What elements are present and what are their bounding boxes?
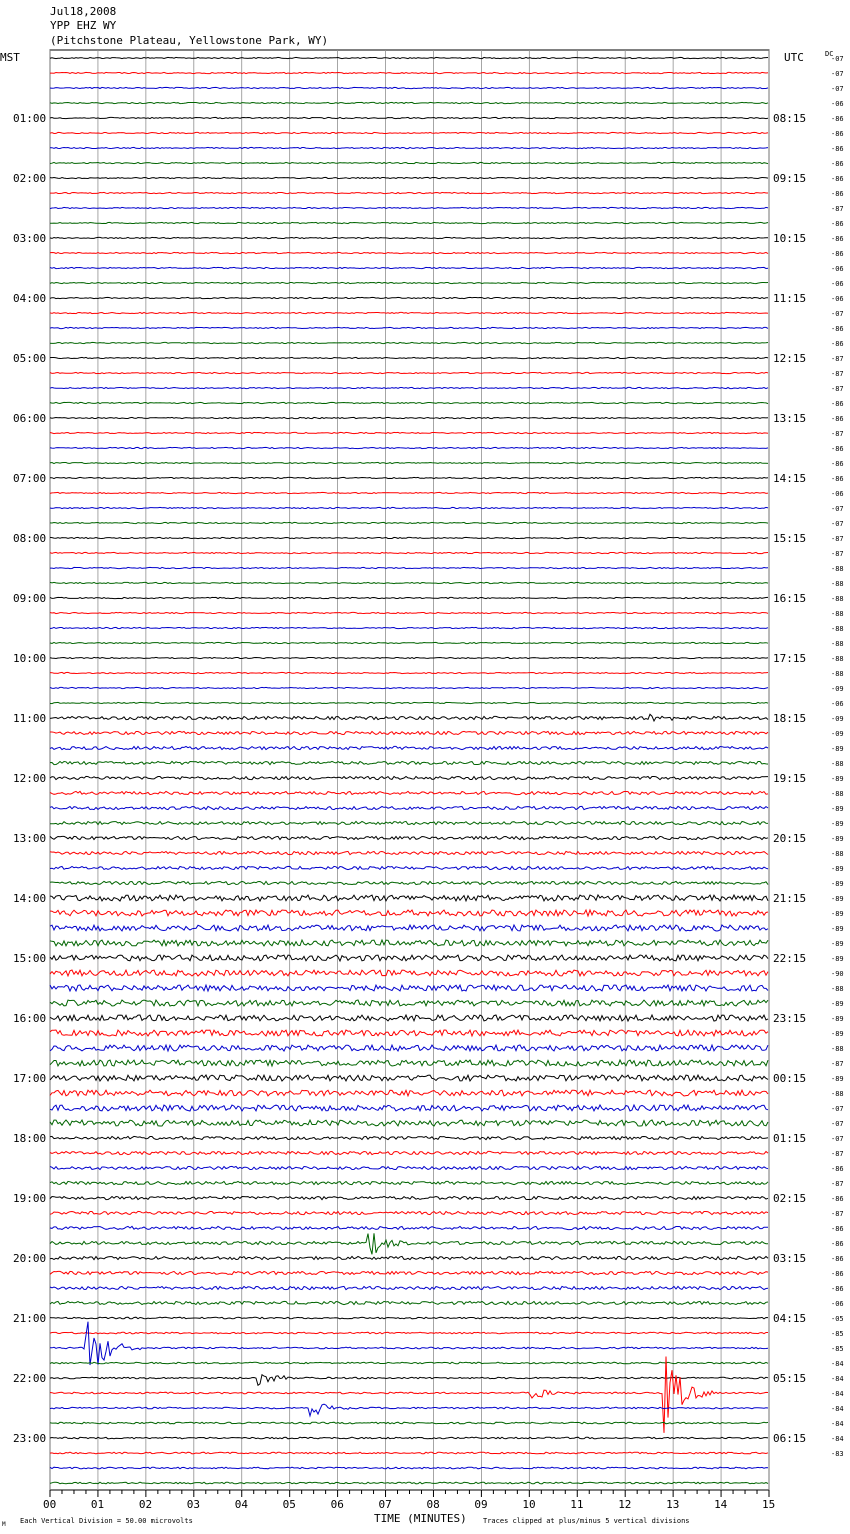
left-hour-label: 14:00 [13, 892, 47, 905]
left-hour-label: 05:00 [13, 352, 47, 365]
dc-offset-label: -89 [831, 1000, 844, 1008]
dc-offset-label: -09 [831, 730, 844, 738]
dc-offset-label: -09 [831, 685, 844, 693]
trace-green [50, 642, 768, 643]
trace-red [50, 192, 768, 193]
dc-offset-label: -86 [831, 115, 844, 123]
left-hour-label: 06:00 [13, 412, 47, 425]
dc-offset-label: -88 [831, 640, 844, 648]
trace-black [50, 1015, 768, 1021]
trace-blue [50, 387, 768, 388]
dc-offset-label: -84 [831, 1390, 844, 1398]
dc-offset-label: -84 [831, 1405, 844, 1413]
trace-black [50, 177, 768, 178]
dc-offset-label: -88 [831, 580, 844, 588]
trace-blue [50, 1286, 768, 1289]
trace-blue [50, 1322, 768, 1365]
dc-offset-label: -06 [831, 265, 844, 273]
plot-frame [50, 50, 769, 1490]
dc-offset-label: -88 [831, 1090, 844, 1098]
trace-green [50, 102, 768, 103]
trace-red [50, 1151, 768, 1154]
dc-offset-label: -84 [831, 1375, 844, 1383]
dc-offset-label: -87 [831, 535, 844, 543]
dc-offset-label: -07 [831, 1135, 844, 1143]
dc-offset-label: -89 [831, 775, 844, 783]
dc-offset-label: -88 [831, 655, 844, 663]
trace-black [50, 1375, 768, 1386]
left-hour-label: 09:00 [13, 592, 47, 605]
left-zone-label: MST [0, 51, 20, 64]
dc-offset-label: -90 [831, 970, 844, 978]
trace-blue [50, 1404, 768, 1416]
dc-offset-label: -06 [831, 700, 844, 708]
dc-offset-label: -86 [831, 220, 844, 228]
right-hour-label: 21:15 [773, 892, 807, 905]
trace-red [50, 1271, 768, 1274]
right-hour-label: 22:15 [773, 952, 807, 965]
dc-offset-label: -88 [831, 790, 844, 798]
dc-offset-label: -06 [831, 280, 844, 288]
trace-black [50, 417, 768, 418]
trace-red [50, 1452, 768, 1454]
trace-blue [50, 687, 768, 688]
trace-black [50, 117, 768, 118]
left-hour-label: 19:00 [13, 1192, 47, 1205]
trace-green [50, 522, 768, 523]
right-hour-label: 23:15 [773, 1012, 807, 1025]
dc-offset-label: -89 [831, 865, 844, 873]
left-hour-label: 01:00 [13, 112, 47, 125]
x-tick-label: 09 [474, 1498, 488, 1511]
trace-red [50, 372, 768, 373]
right-hour-label: 18:15 [773, 712, 807, 725]
dc-offset-label: -88 [831, 565, 844, 573]
trace-black [50, 895, 768, 901]
dc-offset-label: -89 [831, 910, 844, 918]
trace-black [50, 1437, 768, 1439]
trace-green [50, 940, 768, 946]
trace-blue [50, 985, 768, 991]
dc-offset-label: -86 [831, 400, 844, 408]
dc-offset-label: -89 [831, 880, 844, 888]
trace-green [50, 582, 768, 583]
dc-offset-label: -06 [831, 295, 844, 303]
trace-green [50, 881, 768, 884]
trace-red [50, 612, 768, 613]
dc-offset-label: -84 [831, 1420, 844, 1428]
trace-group [50, 57, 768, 1483]
trace-green [50, 761, 768, 764]
trace-green [50, 1000, 768, 1006]
trace-red [50, 851, 768, 854]
trace-green [50, 1482, 768, 1484]
x-tick-label: 06 [330, 1498, 344, 1511]
trace-blue [50, 866, 768, 869]
trace-blue [50, 627, 768, 628]
dc-offset-label: -86 [831, 325, 844, 333]
left-hour-label: 13:00 [13, 832, 47, 845]
left-hour-label: 16:00 [13, 1012, 47, 1025]
trace-red [50, 1090, 768, 1096]
dc-offset-label: -86 [831, 160, 844, 168]
dc-offset-label: -87 [831, 430, 844, 438]
dc-offset-label: -89 [831, 805, 844, 813]
trace-blue [50, 207, 768, 208]
right-hour-label: 15:15 [773, 532, 807, 545]
dc-offset-label: -84 [831, 1435, 844, 1443]
x-tick-label: 13 [666, 1498, 680, 1511]
dc-offset-label: -07 [831, 520, 844, 528]
right-hour-label: 00:15 [773, 1072, 807, 1085]
left-hour-label: 21:00 [13, 1312, 47, 1325]
trace-green [50, 1422, 768, 1424]
trace-blue [50, 1166, 768, 1169]
trace-green [50, 402, 768, 403]
trace-red [50, 552, 768, 553]
right-hour-label: 17:15 [773, 652, 807, 665]
trace-blue [50, 806, 768, 809]
left-hour-label: 17:00 [13, 1072, 47, 1085]
trace-black [50, 1317, 768, 1319]
label-group [0, 50, 844, 1528]
trace-black [50, 1196, 768, 1199]
dc-offset-label: -07 [831, 1120, 844, 1128]
trace-black [50, 297, 768, 298]
dc-offset-label: -88 [831, 1045, 844, 1053]
dc-offset-label: -86 [831, 460, 844, 468]
dc-offset-label: -89 [831, 955, 844, 963]
dc-offset-label: -88 [831, 670, 844, 678]
trace-blue [50, 746, 768, 749]
x-tick-label: 03 [186, 1498, 201, 1511]
dc-offset-label: -85 [831, 1330, 844, 1338]
trace-black [50, 477, 768, 478]
trace-red [50, 492, 768, 493]
trace-red [50, 1332, 768, 1334]
dc-offset-label: -87 [831, 550, 844, 558]
x-tick-label: 04 [234, 1498, 248, 1511]
dc-offset-label: -88 [831, 850, 844, 858]
dc-offset-label: -88 [831, 985, 844, 993]
dc-offset-label: -83 [831, 1450, 844, 1458]
trace-black [50, 1136, 768, 1139]
trace-black [50, 1256, 768, 1259]
right-hour-label: 12:15 [773, 352, 807, 365]
dc-offset-label: -86 [831, 1270, 844, 1278]
dc-offset-label: -87 [831, 385, 844, 393]
dc-offset-label: -86 [831, 475, 844, 483]
dc-offset-label: -89 [831, 925, 844, 933]
right-hour-label: 04:15 [773, 1312, 807, 1325]
dc-offset-label: -86 [831, 130, 844, 138]
trace-black [50, 836, 768, 839]
dc-offset-label: -89 [831, 1030, 844, 1038]
trace-blue [50, 567, 768, 568]
dc-offset-label: -86 [831, 1165, 844, 1173]
trace-green [50, 1362, 768, 1364]
left-hour-label: 11:00 [13, 712, 47, 725]
trace-black [50, 657, 768, 658]
trace-red [50, 791, 768, 794]
trace-red [50, 1357, 768, 1433]
dc-offset-label: -87 [831, 1210, 844, 1218]
trace-green [50, 1120, 768, 1126]
right-hour-label: 13:15 [773, 412, 807, 425]
right-hour-label: 09:15 [773, 172, 807, 185]
header-location: (Pitchstone Plateau, Yellowstone Park, WY) [50, 34, 329, 47]
dc-offset-label: -86 [831, 235, 844, 243]
right-hour-label: 19:15 [773, 772, 807, 785]
dc-offset-label: -05 [831, 1315, 844, 1323]
dc-label: DC [825, 50, 834, 58]
x-tick-label: 12 [618, 1498, 632, 1511]
left-hour-label: 08:00 [13, 532, 47, 545]
dc-offset-label: -07 [831, 85, 844, 93]
left-hour-label: 03:00 [13, 232, 47, 245]
x-tick-label: 05 [282, 1498, 296, 1511]
trace-green [50, 462, 768, 463]
clip-note: Traces clipped at plus/minus 5 vertical divisions [483, 1517, 690, 1525]
trace-red [50, 1211, 768, 1214]
trace-green [50, 222, 768, 223]
right-hour-label: 02:15 [773, 1192, 807, 1205]
trace-green [50, 1301, 768, 1304]
trace-red [50, 132, 768, 133]
dc-offset-label: -86 [831, 1255, 844, 1263]
dc-offset-label: -86 [831, 340, 844, 348]
dc-offset-label: -89 [831, 1075, 844, 1083]
left-hour-label: 18:00 [13, 1132, 47, 1145]
dc-offset-label: -86 [831, 1240, 844, 1248]
x-tick-label: 15 [762, 1498, 776, 1511]
scale-note: Each Vertical Division = 50.00 microvolts [20, 1517, 193, 1525]
x-tick-label: 01 [90, 1498, 105, 1511]
left-hour-label: 22:00 [13, 1372, 47, 1385]
dc-offset-label: -86 [831, 445, 844, 453]
dc-offset-label: -87 [831, 1060, 844, 1068]
dc-offset-label: -86 [831, 1225, 844, 1233]
dc-offset-label: -89 [831, 745, 844, 753]
trace-red [50, 252, 768, 253]
x-tick-label: 14 [714, 1498, 728, 1511]
trace-green [50, 1233, 768, 1254]
trace-green [50, 821, 768, 824]
trace-red [50, 970, 768, 976]
trace-black [50, 1075, 768, 1081]
dc-offset-label: -84 [831, 1360, 844, 1368]
trace-black [50, 776, 768, 779]
dc-offset-label: -07 [831, 55, 844, 63]
dc-offset-label: -06 [831, 490, 844, 498]
right-hour-label: 03:15 [773, 1252, 807, 1265]
header-date: Jul18,2008 [50, 5, 117, 18]
right-hour-label: 16:15 [773, 592, 807, 605]
trace-blue [50, 1105, 768, 1111]
dc-offset-label: -87 [831, 370, 844, 378]
trace-blue [50, 267, 768, 268]
dc-offset-label: -06 [831, 1300, 844, 1308]
trace-red [50, 910, 768, 916]
trace-black [50, 955, 768, 961]
left-hour-label: 12:00 [13, 772, 47, 785]
dc-offset-label: -07 [831, 1105, 844, 1113]
trace-blue [50, 147, 768, 148]
right-hour-label: 06:15 [773, 1432, 807, 1445]
trace-green [50, 1181, 768, 1184]
left-hour-label: 15:00 [13, 952, 47, 965]
trace-green [50, 702, 768, 703]
dc-offset-label: -07 [831, 310, 844, 318]
right-hour-label: 05:15 [773, 1372, 807, 1385]
left-hour-label: 07:00 [13, 472, 47, 485]
trace-green [50, 282, 768, 283]
trace-blue [50, 925, 768, 931]
left-hour-label: 20:00 [13, 1252, 47, 1265]
dc-offset-label: -87 [831, 355, 844, 363]
dc-offset-label: -88 [831, 610, 844, 618]
dc-offset-label: -06 [831, 100, 844, 108]
dc-offset-label: -88 [831, 760, 844, 768]
right-hour-label: 11:15 [773, 292, 807, 305]
corner-mark: M [2, 1521, 6, 1528]
dc-offset-label: -89 [831, 940, 844, 948]
dc-offset-label: -09 [831, 715, 844, 723]
trace-black [50, 537, 768, 538]
trace-green [50, 162, 768, 163]
dc-offset-label: -07 [831, 505, 844, 513]
trace-black [50, 597, 768, 598]
left-hour-label: 02:00 [13, 172, 47, 185]
right-zone-label: UTC [784, 51, 804, 64]
right-hour-label: 08:15 [773, 112, 807, 125]
trace-blue [50, 1045, 768, 1051]
x-tick-label: 08 [426, 1498, 440, 1511]
dc-offset-label: -86 [831, 190, 844, 198]
trace-black [50, 357, 768, 358]
x-tick-label: 02 [138, 1498, 153, 1511]
x-tick-label: 10 [522, 1498, 536, 1511]
left-hour-label: 04:00 [13, 292, 47, 305]
right-hour-label: 14:15 [773, 472, 807, 485]
trace-blue [50, 1226, 768, 1229]
x-tick-label: 00 [43, 1498, 57, 1511]
trace-black [50, 57, 768, 58]
dc-offset-label: -87 [831, 1150, 844, 1158]
trace-black [50, 714, 768, 721]
trace-blue [50, 447, 768, 448]
trace-black [50, 237, 768, 238]
trace-blue [50, 87, 768, 88]
dc-offset-label: -88 [831, 625, 844, 633]
dc-offset-label: -86 [831, 175, 844, 183]
trace-red [50, 672, 768, 673]
trace-red [50, 432, 768, 433]
dc-offset-label: -89 [831, 835, 844, 843]
dc-offset-label: -88 [831, 595, 844, 603]
trace-blue [50, 507, 768, 508]
right-hour-label: 01:15 [773, 1132, 807, 1145]
dc-offset-label: -89 [831, 1015, 844, 1023]
dc-offset-label: -85 [831, 1345, 844, 1353]
dc-offset-label: -07 [831, 70, 844, 78]
trace-red [50, 731, 768, 734]
trace-red [50, 72, 768, 73]
dc-offset-label: -86 [831, 250, 844, 258]
header-station: YPP EHZ WY [50, 19, 117, 32]
trace-blue [50, 327, 768, 328]
x-tick-label: 11 [570, 1498, 584, 1511]
dc-offset-label: -86 [831, 415, 844, 423]
left-hour-label: 10:00 [13, 652, 47, 665]
dc-offset-label: -86 [831, 1195, 844, 1203]
right-hour-label: 20:15 [773, 832, 807, 845]
x-tick-label: 07 [378, 1498, 392, 1511]
dc-offset-label: -86 [831, 1285, 844, 1293]
grid-lines [50, 50, 769, 1497]
trace-green [50, 342, 768, 343]
dc-offset-label: -87 [831, 205, 844, 213]
dc-offset-label: -86 [831, 145, 844, 153]
trace-red [50, 1030, 768, 1036]
trace-green [50, 1060, 768, 1066]
x-axis-label: TIME (MINUTES) [374, 1512, 467, 1525]
right-hour-label: 10:15 [773, 232, 807, 245]
left-hour-label: 23:00 [13, 1432, 47, 1445]
dc-offset-label: -89 [831, 820, 844, 828]
trace-red [50, 312, 768, 313]
trace-blue [50, 1467, 768, 1469]
dc-offset-label: -89 [831, 895, 844, 903]
dc-offset-label: -87 [831, 1180, 844, 1188]
